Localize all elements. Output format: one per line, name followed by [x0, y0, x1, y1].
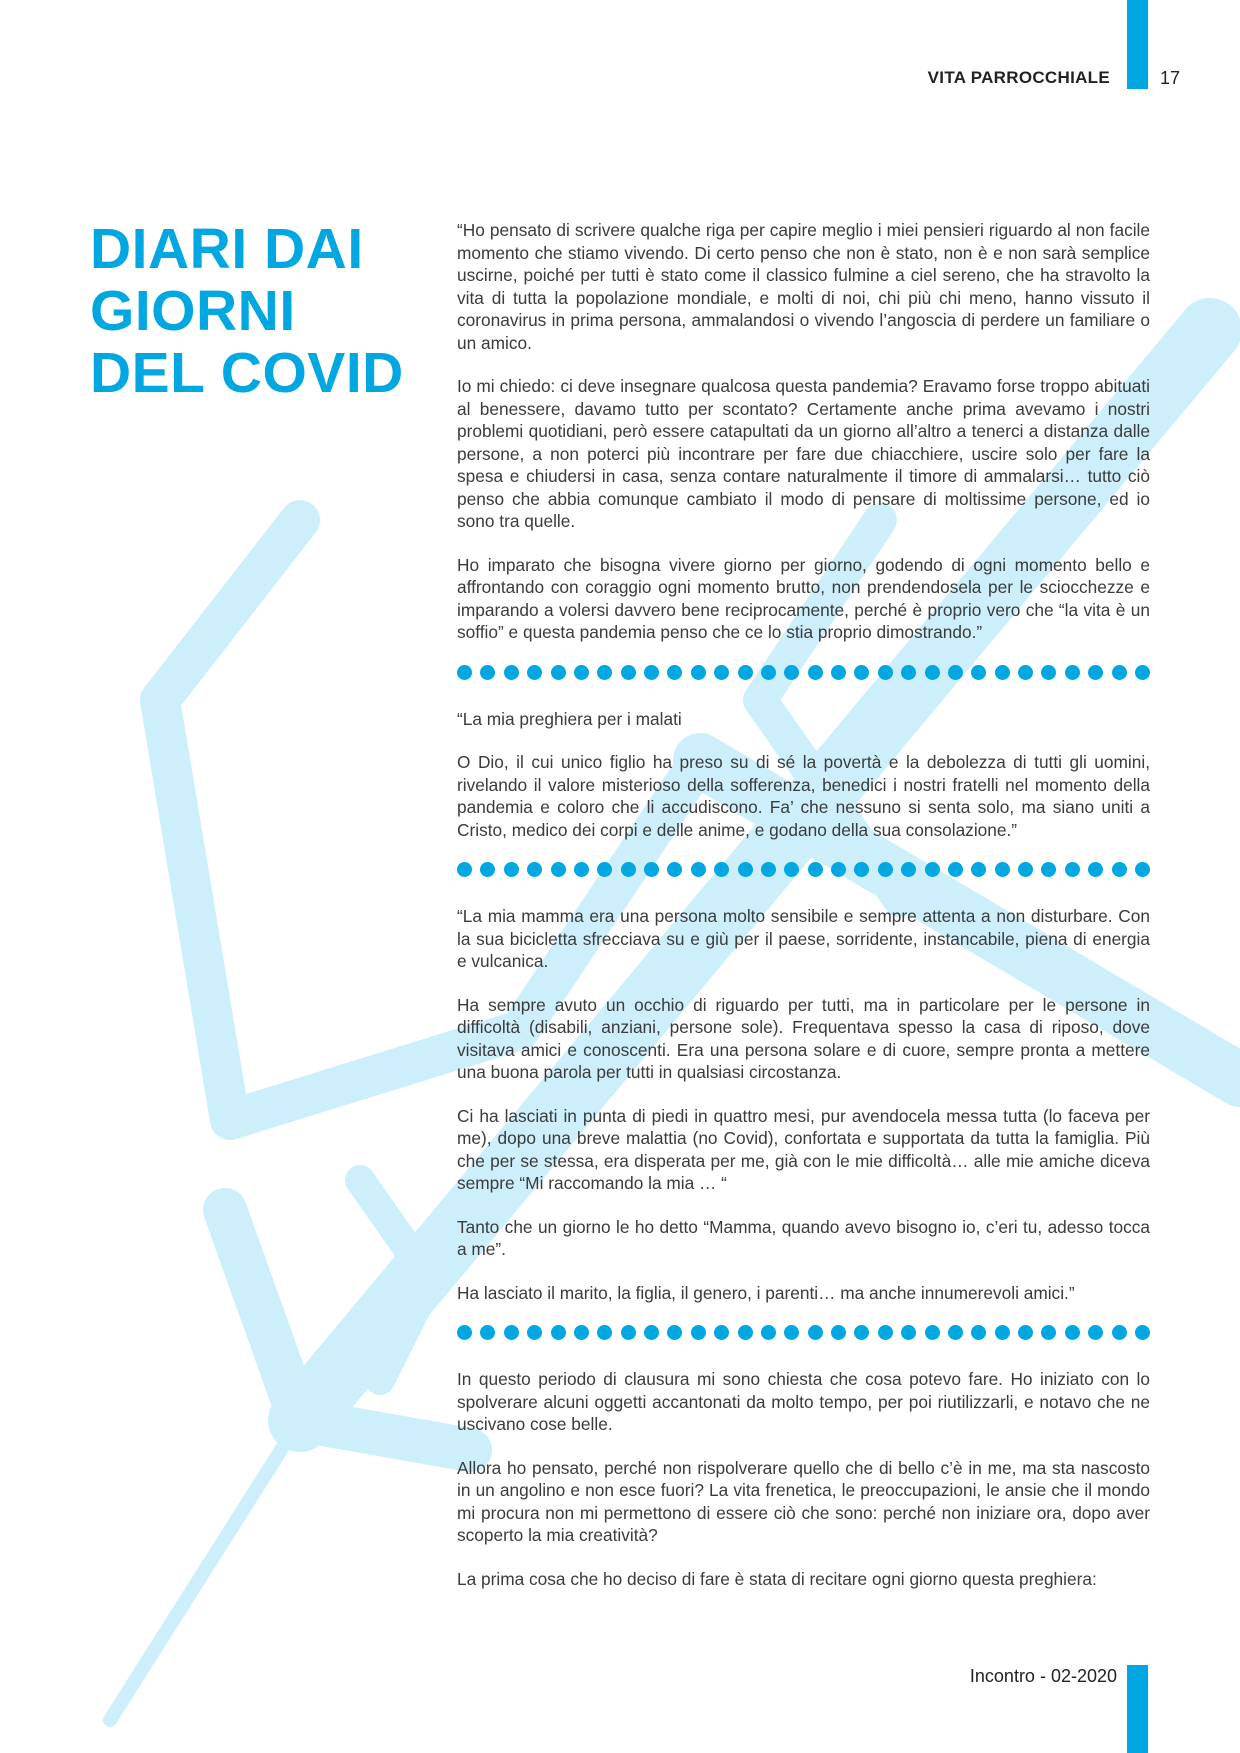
separator-dot: [784, 1325, 799, 1340]
separator-dot: [1135, 665, 1150, 680]
separator-dot: [597, 1325, 612, 1340]
separator-dot: [761, 862, 776, 877]
separator-dot: [901, 1325, 916, 1340]
separator-dot: [457, 862, 472, 877]
separator-dot: [1041, 862, 1056, 877]
paragraph: In questo periodo di clausura mi sono chiesta che cosa potevo fare. Ho iniziato con lo spolverare alcuni oggetti accantonati da molto tempo, per poi riutilizzarli, e notavo che ne uscivano cose belle.: [457, 1369, 1150, 1434]
separator-dot: [971, 665, 986, 680]
paragraph: “Ho pensato di scrivere qualche riga per capire meglio i miei pensieri riguardo al non facile momento che stiamo vivendo. Di certo penso che non è stato, non è e non sarà semplice uscirne, poiché per tutti è stato come il classico fulmine a ciel sereno, che ha stravolto la vita di tutta la popolazione mondiale, e molti di noi, chi più chi meno, hanno vissuto il coronavirus in prima persona, ammalandosi o vivendo l’angoscia di perdere un familiare o un amico.: [457, 220, 1150, 353]
title-line: DIARI DAI: [90, 217, 364, 281]
paragraph: Tanto che un giorno le ho detto “Mamma, quando avevo bisogno io, c’eri tu, adesso tocca a me”.: [457, 1216, 1150, 1259]
separator-dot: [1065, 862, 1080, 877]
separator-dot: [901, 665, 916, 680]
separator-dot: [1112, 862, 1127, 877]
footer-issue: Incontro - 02-2020: [969, 1666, 1117, 1686]
separator-dot: [644, 862, 659, 877]
separator-dot: [667, 1325, 682, 1340]
separator-dot: [574, 862, 589, 877]
separator-dot: [527, 1325, 542, 1340]
paragraph: Io mi chiedo: ci deve insegnare qualcosa questa pandemia? Eravamo forse troppo abituati al benessere, davamo tutto per scontato? Certamente anche prima avevamo i nostri problemi quotidiani, però essere catapultati da un giorno all’altro a tenerci a distanza dalle persone, a non poterci più incontrare per fare due chiacchiere, uscire solo per fare la spesa e chiudersi in casa, senza contare naturalmente il timore di ammalarsi… tutto ciò penso che abbia comunque cambiato il modo di pensare di moltissime persone, ed io sono tra quelle.: [457, 376, 1150, 531]
separator-dot: [901, 862, 916, 877]
separator-dot: [738, 862, 753, 877]
separator-dot: [597, 665, 612, 680]
separator-dot: [667, 862, 682, 877]
article-title: [90, 218, 404, 404]
separator-dot: [667, 665, 682, 680]
header-accent-bar: [1127, 0, 1148, 89]
separator-dot: [527, 665, 542, 680]
separator-dot: [971, 1325, 986, 1340]
separator-dot: [457, 1325, 472, 1340]
section-header: VITA PARROCCHIALE: [927, 68, 1110, 87]
separator-dot: [527, 862, 542, 877]
separator-dot: [480, 1325, 495, 1340]
title-line: DEL COVID: [90, 341, 404, 405]
footer-accent-bar: [1127, 1665, 1148, 1753]
separator-dot: [784, 862, 799, 877]
separator-dot: [1041, 665, 1056, 680]
separator-dot: [1088, 862, 1103, 877]
separator-dot: [925, 665, 940, 680]
paragraph: Ha sempre avuto un occhio di riguardo per tutti, ma in particolare per le persone in difficoltà (disabili, anziani, persone sole). Frequentava spesso la casa di riposo, dove visitava amici e conoscenti. Era una persona solare e di cuore, sempre pronta a mettere una buona parola per tutti in qualsiasi circostanza.: [457, 994, 1150, 1082]
separator-dot: [714, 665, 729, 680]
separator-dot: [691, 1325, 706, 1340]
separator-dot: [995, 862, 1010, 877]
separator-dot: [761, 1325, 776, 1340]
separator-dot: [621, 1325, 636, 1340]
separator-dot: [738, 1325, 753, 1340]
separator-dot: [1065, 1325, 1080, 1340]
separator-dot: [948, 862, 963, 877]
page-number: 17: [1160, 68, 1181, 88]
separator-dot: [854, 1325, 869, 1340]
separator-dot: [457, 665, 472, 680]
separator-dot: [1065, 665, 1080, 680]
separator-dot: [738, 665, 753, 680]
dotted-separator: [457, 665, 1150, 681]
separator-dot: [1088, 1325, 1103, 1340]
separator-dot: [551, 665, 566, 680]
separator-dot: [831, 665, 846, 680]
article-body: [457, 219, 1150, 1611]
paragraph: “La mia mamma era una persona molto sensibile e sempre attenta a non disturbare. Con la sua bicicletta sfrecciava su e giù per il paese, sorridente, instancabile, piena di energia e vulcanica.: [457, 906, 1150, 971]
separator-dot: [831, 862, 846, 877]
dotted-separator: [457, 1325, 1150, 1341]
separator-dot: [504, 862, 519, 877]
separator-dot: [504, 1325, 519, 1340]
separator-dot: [1112, 665, 1127, 680]
separator-dot: [644, 1325, 659, 1340]
separator-dot: [878, 665, 893, 680]
separator-dot: [644, 665, 659, 680]
separator-dot: [784, 665, 799, 680]
separator-dot: [948, 665, 963, 680]
separator-dot: [1018, 862, 1033, 877]
separator-dot: [948, 1325, 963, 1340]
separator-dot: [995, 1325, 1010, 1340]
separator-dot: [854, 665, 869, 680]
separator-dot: [691, 862, 706, 877]
separator-dot: [714, 862, 729, 877]
paragraph: “La mia preghiera per i malati: [457, 708, 682, 729]
separator-dot: [1041, 1325, 1056, 1340]
separator-dot: [878, 1325, 893, 1340]
separator-dot: [1018, 665, 1033, 680]
separator-dot: [808, 1325, 823, 1340]
separator-dot: [621, 862, 636, 877]
separator-dot: [480, 665, 495, 680]
separator-dot: [831, 1325, 846, 1340]
separator-dot: [808, 862, 823, 877]
paragraph: Ho imparato che bisogna vivere giorno per giorno, godendo di ogni momento bello e affrontando con coraggio ogni momento brutto, non prendendosela per le sciocchezze e imparando a volersi davvero bene reciprocamente, perché è proprio vero che “la vita è un soffio” e questa pandemia penso che ce lo stia proprio dimostrando.”: [457, 554, 1150, 642]
separator-dot: [878, 862, 893, 877]
separator-dot: [761, 665, 776, 680]
paragraph: Ha lasciato il marito, la figlia, il genero, i parenti… ma anche innumerevoli amici.”: [457, 1282, 1075, 1303]
separator-dot: [971, 862, 986, 877]
paragraph: Allora ho pensato, perché non rispolverare quello che di bello c’è in me, ma sta nascosto in un angolino e non esce fuori? La vita frenetica, le preoccupazioni, le ansie che il mondo mi procura non mi permettono di essere ciò che sono: perché non iniziare ora, dopo aver scoperto la mia creatività?: [457, 1457, 1150, 1545]
paragraph: Ci ha lasciati in punta di piedi in quattro mesi, pur avendocela messa tutta (lo faceva per me), dopo una breve malattia (no Covid), confortata e supportata da tutta la famiglia. Più che per se stessa, era disperata per me, già con le mie difficoltà… alle mie amiche diceva sempre “Mi raccomando la mia … “: [457, 1105, 1150, 1193]
separator-dot: [714, 1325, 729, 1340]
separator-dot: [480, 862, 495, 877]
separator-dot: [995, 665, 1010, 680]
separator-dot: [574, 665, 589, 680]
dotted-separator: [457, 862, 1150, 878]
separator-dot: [808, 665, 823, 680]
separator-dot: [551, 1325, 566, 1340]
separator-dot: [925, 862, 940, 877]
separator-dot: [574, 1325, 589, 1340]
separator-dot: [1135, 1325, 1150, 1340]
separator-dot: [504, 665, 519, 680]
paragraph: La prima cosa che ho deciso di fare è stata di recitare ogni giorno questa preghiera:: [457, 1568, 1097, 1589]
separator-dot: [1018, 1325, 1033, 1340]
title-line: GIORNI: [90, 279, 296, 343]
separator-dot: [854, 862, 869, 877]
separator-dot: [551, 862, 566, 877]
paragraph: O Dio, il cui unico figlio ha preso su di sé la povertà e la debolezza di tutti gli uomini, rivelando il valore misterioso della sofferenza, benedici i nostri fratelli nel momento della pandemia e coloro che li accudiscono. Fa’ che nessuno si senta solo, ma siano uniti a Cristo, medico dei corpi e delle anime, e godano della sua consolazione.”: [457, 752, 1150, 840]
separator-dot: [1088, 665, 1103, 680]
separator-dot: [1135, 862, 1150, 877]
separator-dot: [597, 862, 612, 877]
separator-dot: [1112, 1325, 1127, 1340]
separator-dot: [621, 665, 636, 680]
separator-dot: [691, 665, 706, 680]
separator-dot: [925, 1325, 940, 1340]
